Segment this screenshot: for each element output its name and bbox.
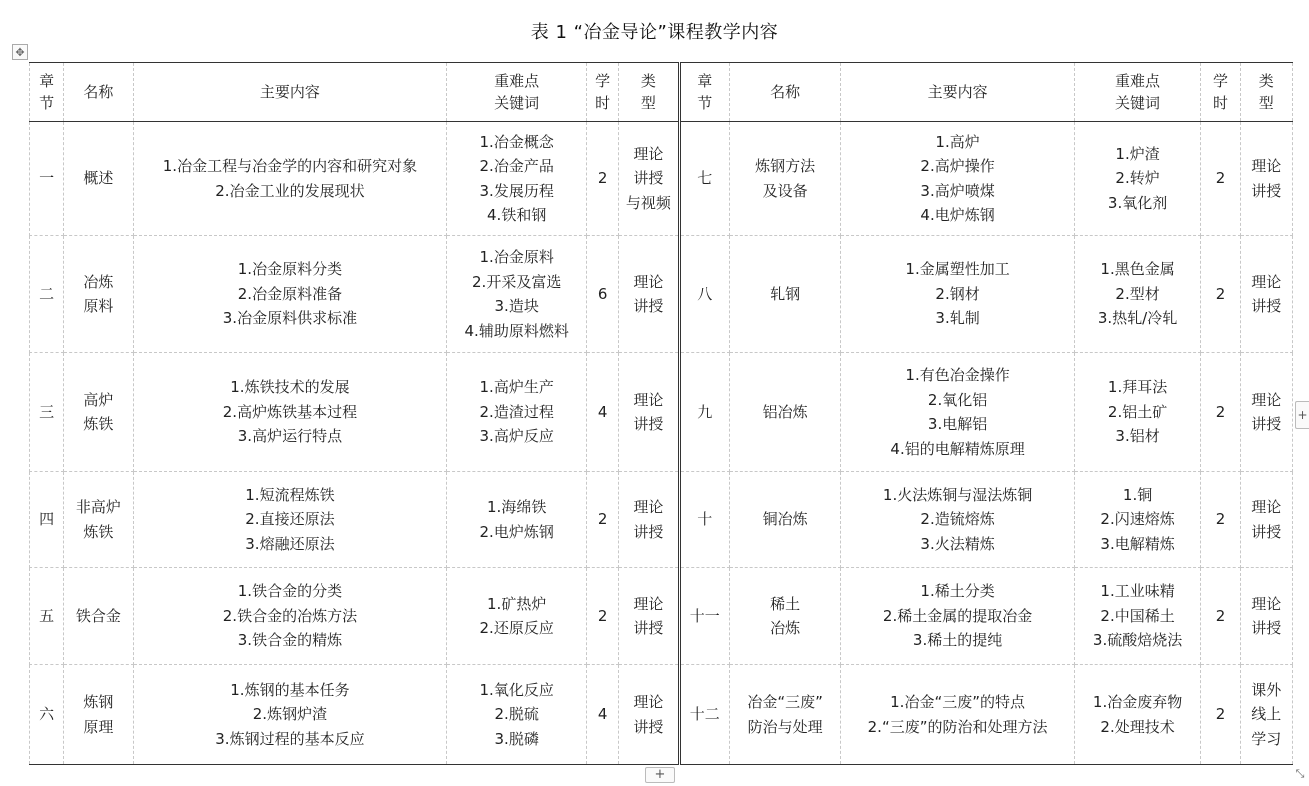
type-cell-right[interactable]: [1240, 353, 1292, 472]
cell-line: 2.稀土金属的提取冶金: [882, 606, 1033, 625]
cell-line: 3.稀土的提纯: [912, 631, 1003, 650]
cell-line: 线上: [1251, 705, 1282, 724]
cell-line: 与视频: [625, 193, 671, 212]
cell-line: 炼铁: [83, 415, 114, 433]
keywords-cell-left[interactable]: [447, 665, 587, 765]
header-hours-left[interactable]: [587, 63, 619, 122]
cell-line: 1.工业味精: [1100, 582, 1175, 601]
cell-line: 理论: [633, 594, 664, 613]
cell-line: 铁合金: [75, 606, 121, 625]
header-line: 节: [39, 94, 55, 112]
type-cell-left[interactable]: [619, 568, 679, 665]
cell-line: 2.钢材: [935, 284, 980, 303]
cell-line: 讲授: [633, 619, 664, 637]
chapter-cell-right[interactable]: 九: [679, 353, 729, 472]
cell-line: 讲授: [633, 717, 664, 736]
table-resize-icon[interactable]: ⤡: [1295, 767, 1305, 780]
cell-line: 1.拜耳法: [1107, 378, 1168, 397]
cell-line: 3.熔融还原法: [245, 534, 335, 553]
cell-line: 2.冶金产品: [479, 157, 554, 175]
keywords-cell-right[interactable]: [1074, 665, 1201, 765]
cell-line: 2.型材: [1115, 284, 1160, 303]
header-chapter-left[interactable]: [30, 63, 64, 122]
keywords-cell-right[interactable]: [1074, 568, 1201, 665]
cell-line: 2.氧化铝: [927, 390, 988, 409]
header-line: 类: [1258, 72, 1274, 90]
keywords-cell-left[interactable]: [447, 472, 587, 568]
keywords-cell-left[interactable]: [447, 122, 587, 236]
keywords-cell-left[interactable]: [447, 568, 587, 665]
header-hours-right[interactable]: [1201, 63, 1240, 122]
content-cell-right[interactable]: [841, 665, 1074, 765]
chapter-cell-left[interactable]: 二: [30, 236, 64, 353]
cell-line: 3.热轧/冷轧: [1097, 309, 1178, 328]
chapter-cell-right[interactable]: 八: [679, 236, 729, 353]
table-row: [30, 353, 1293, 472]
cell-line: 2.造锍熔炼: [920, 510, 995, 529]
type-cell-right[interactable]: [1240, 472, 1292, 568]
content-cell-right[interactable]: [841, 568, 1074, 665]
cell-line: 2.开采及富选: [472, 272, 562, 291]
add-column-button[interactable]: +: [1295, 401, 1309, 429]
header-line: 重难点: [1115, 72, 1161, 90]
cell-line: 理论: [1251, 594, 1282, 613]
cell-line: 1.高炉生产: [479, 378, 554, 397]
cell-line: 4.铝的电解精炼原理: [890, 439, 1025, 458]
cell-line: 1.铜: [1122, 485, 1153, 504]
cell-line: 3.造块: [494, 297, 539, 315]
name-cell-left[interactable]: [64, 568, 133, 665]
cell-line: 4.电炉炼钢: [920, 206, 995, 224]
header-line: 名称: [770, 83, 801, 101]
cell-line: 3.高炉喷煤: [920, 181, 995, 200]
cell-line: 4.辅助原料燃料: [464, 321, 569, 340]
table-header-row: [30, 63, 1293, 122]
cell-line: 冶炼: [83, 272, 114, 291]
cell-line: 理论: [633, 390, 664, 409]
cell-line: 1.冶金废弃物: [1092, 693, 1183, 711]
name-cell-right[interactable]: [729, 472, 841, 568]
cell-line: 3.脱磷: [494, 729, 539, 748]
cell-line: 理论: [1251, 272, 1282, 291]
content-cell-left[interactable]: [133, 472, 447, 568]
cell-line: 1.冶金工程与冶金学的内容和研究对象: [162, 157, 418, 175]
header-line: 重难点: [494, 72, 540, 90]
cell-line: 高炉: [83, 390, 114, 409]
cell-line: 讲授: [633, 415, 664, 433]
hours-cell-left[interactable]: 2: [587, 122, 619, 236]
name-cell-right[interactable]: [729, 122, 841, 236]
header-keywords-left[interactable]: [447, 63, 587, 122]
cell-line: 1.黑色金属: [1100, 260, 1175, 279]
header-keywords-right[interactable]: [1074, 63, 1201, 122]
cell-line: 2.中国稀土: [1100, 606, 1175, 625]
cell-line: 3.氧化剂: [1107, 193, 1168, 212]
type-cell-right[interactable]: [1240, 236, 1292, 353]
cell-line: 3.高炉反应: [479, 427, 554, 446]
cell-line: 原料: [83, 297, 114, 315]
table-row: [30, 665, 1293, 765]
content-cell-left[interactable]: [133, 236, 447, 353]
content-cell-right[interactable]: [841, 353, 1074, 472]
name-cell-right[interactable]: [729, 665, 841, 765]
cell-line: 理论: [633, 693, 664, 711]
cell-line: 讲授: [1251, 297, 1282, 315]
cell-line: 1.金属塑性加工: [905, 260, 1010, 279]
table-body: [30, 122, 1293, 765]
type-cell-left[interactable]: [619, 122, 679, 236]
header-line: 类: [640, 72, 656, 90]
header-line: 时: [595, 94, 611, 112]
cell-line: 炼铁: [83, 522, 114, 541]
cell-line: 3.铝材: [1115, 427, 1160, 446]
chapter-cell-right[interactable]: 十一: [679, 568, 729, 665]
header-line: 名称: [83, 83, 114, 101]
table-move-handle-icon[interactable]: ✥: [12, 44, 28, 60]
cell-line: 1.冶金原料分类: [237, 260, 343, 279]
chapter-cell-right[interactable]: 十: [679, 472, 729, 568]
cell-line: 炼钢: [83, 693, 114, 711]
cell-line: 炼钢方法: [755, 157, 816, 175]
table-row: [30, 472, 1293, 568]
chapter-cell-left[interactable]: 三: [30, 353, 64, 472]
content-cell-left[interactable]: [133, 568, 447, 665]
cell-line: 2.转炉: [1115, 169, 1160, 188]
keywords-cell-right[interactable]: [1074, 122, 1201, 236]
cell-line: 理论: [633, 144, 664, 163]
course-content-table: [29, 62, 1293, 765]
header-line: 型: [1258, 94, 1274, 112]
header-chapter-right[interactable]: [679, 63, 729, 122]
hours-cell-right[interactable]: 2: [1201, 236, 1240, 353]
header-name-left[interactable]: [64, 63, 133, 122]
keywords-cell-right[interactable]: [1074, 353, 1201, 472]
content-cell-right[interactable]: [841, 122, 1074, 236]
table-row: [30, 236, 1293, 353]
add-row-button[interactable]: +: [645, 767, 675, 783]
cell-line: 1.冶金“三废”的特点: [890, 693, 1025, 711]
keywords-cell-right[interactable]: [1074, 236, 1201, 353]
cell-line: 2.铁合金的冶炼方法: [222, 606, 358, 625]
name-cell-right[interactable]: [729, 568, 841, 665]
header-line: 主要内容: [927, 83, 988, 101]
hours-cell-left[interactable]: 6: [587, 236, 619, 353]
cell-line: 2.还原反应: [479, 619, 554, 637]
hours-cell-left[interactable]: 4: [587, 665, 619, 765]
cell-line: 2.炼钢炉渣: [252, 705, 328, 724]
cell-line: 课外: [1251, 680, 1282, 699]
cell-line: 1.短流程炼铁: [245, 485, 335, 504]
header-line: 章: [39, 72, 55, 90]
cell-line: 1.高炉: [935, 132, 980, 151]
cell-line: 原理: [83, 717, 114, 736]
cell-line: 理论: [633, 272, 664, 291]
cell-line: 3.高炉运行特点: [237, 427, 343, 446]
cell-line: 讲授: [1251, 522, 1282, 541]
hours-cell-left[interactable]: 2: [587, 472, 619, 568]
content-cell-left[interactable]: [133, 665, 447, 765]
name-cell-left[interactable]: 概述: [64, 122, 133, 236]
header-line: 型: [640, 94, 656, 112]
cell-line: 理论: [1251, 390, 1282, 409]
content-cell-right[interactable]: [841, 472, 1074, 568]
chapter-cell-left[interactable]: 五: [30, 568, 64, 665]
header-line: 学: [595, 72, 611, 90]
cell-line: 防治与处理: [747, 717, 823, 736]
header-content-right[interactable]: [841, 63, 1074, 122]
keywords-cell-left[interactable]: [447, 353, 587, 472]
name-cell-right[interactable]: [729, 236, 841, 353]
cell-line: 1.火法炼铜与湿法炼铜: [882, 485, 1033, 504]
cell-line: 讲授: [633, 169, 664, 188]
chapter-cell-right[interactable]: 七: [679, 122, 729, 236]
cell-line: 1.海绵铁: [487, 498, 547, 516]
hours-cell-right[interactable]: 2: [1201, 568, 1240, 665]
table-row: [30, 122, 1293, 236]
chapter-cell-right[interactable]: 十二: [679, 665, 729, 765]
cell-line: 4.铁和钢: [487, 206, 547, 224]
type-cell-right[interactable]: [1240, 665, 1292, 765]
hours-cell-right[interactable]: 2: [1201, 665, 1240, 765]
cell-line: 3.轧制: [935, 309, 980, 328]
hours-cell-left[interactable]: 4: [587, 353, 619, 472]
cell-line: 2.造渣过程: [479, 402, 554, 421]
cell-line: 讲授: [1251, 181, 1282, 200]
cell-line: 2.“三废”的防治和处理方法: [867, 717, 1048, 736]
name-cell-left[interactable]: [64, 665, 133, 765]
cell-line: 及设备: [762, 181, 808, 200]
cell-line: 冶金“三废”: [747, 693, 823, 711]
cell-line: 理论: [1251, 157, 1282, 175]
cell-line: 3.电解精炼: [1100, 534, 1175, 553]
cell-line: 1.炼铁技术的发展: [230, 378, 350, 397]
cell-line: 3.冶金原料供求标准: [222, 309, 358, 328]
name-cell-right[interactable]: [729, 353, 841, 472]
cell-line: 1.冶金概念: [479, 132, 554, 151]
chapter-cell-left[interactable]: 一: [30, 122, 64, 236]
cell-line: 1.铁合金的分类: [237, 582, 343, 601]
header-name-right[interactable]: [729, 63, 841, 122]
cell-line: 讲授: [1251, 415, 1282, 433]
type-cell-left[interactable]: [619, 236, 679, 353]
cell-line: 1.炉渣: [1115, 144, 1160, 163]
name-cell-left[interactable]: [64, 472, 133, 568]
keywords-cell-left[interactable]: [447, 236, 587, 353]
header-type-right[interactable]: [1240, 63, 1292, 122]
type-cell-left[interactable]: [619, 353, 679, 472]
cell-line: 稀土: [770, 594, 801, 613]
cell-line: 2.高炉操作: [920, 157, 995, 175]
hours-cell-right[interactable]: 2: [1201, 122, 1240, 236]
cell-line: 2.高炉炼铁基本过程: [222, 402, 358, 421]
name-cell-left[interactable]: [64, 236, 133, 353]
cell-line: 1.氧化反应: [479, 680, 554, 699]
cell-line: 学习: [1251, 729, 1282, 748]
content-cell-left[interactable]: [133, 122, 447, 236]
header-line: 章: [697, 72, 713, 90]
cell-line: 非高炉: [75, 498, 121, 516]
type-cell-right[interactable]: [1240, 568, 1292, 665]
cell-line: 1.稀土分类: [920, 582, 995, 601]
header-line: 主要内容: [259, 83, 320, 101]
cell-line: 2.闪速熔炼: [1100, 510, 1175, 529]
hours-cell-left[interactable]: 2: [587, 568, 619, 665]
cell-line: 3.火法精炼: [920, 534, 995, 553]
cell-line: 1.炼钢的基本任务: [230, 680, 350, 699]
cell-line: 3.电解铝: [927, 415, 988, 433]
cell-line: 1.矿热炉: [487, 594, 547, 613]
cell-line: 2.冶金工业的发展现状: [215, 181, 365, 200]
cell-line: 冶炼: [770, 619, 801, 637]
table-row: [30, 568, 1293, 665]
hours-cell-right[interactable]: 2: [1201, 353, 1240, 472]
cell-line: 2.处理技术: [1100, 717, 1175, 736]
header-content-left[interactable]: [133, 63, 447, 122]
cell-line: 2.脱硫: [494, 705, 539, 724]
cell-line: 铜冶炼: [762, 510, 808, 529]
cell-line: 2.冶金原料准备: [237, 284, 343, 303]
cell-line: 1.有色冶金操作: [905, 366, 1010, 384]
name-cell-left[interactable]: [64, 353, 133, 472]
header-line: 关键词: [1115, 94, 1161, 112]
content-cell-right[interactable]: [841, 236, 1074, 353]
chapter-cell-left[interactable]: 四: [30, 472, 64, 568]
type-cell-right[interactable]: [1240, 122, 1292, 236]
cell-line: 讲授: [1251, 619, 1282, 637]
cell-line: 讲授: [633, 297, 664, 315]
cell-line: 轧钢: [770, 284, 801, 303]
cell-line: 3.铁合金的精炼: [237, 631, 343, 650]
type-cell-left[interactable]: [619, 472, 679, 568]
cell-line: 2.电炉炼钢: [479, 522, 554, 541]
table-caption: 表 1 “冶金导论”课程教学内容: [530, 22, 779, 43]
content-cell-left[interactable]: [133, 353, 447, 472]
cell-line: 理论: [1251, 498, 1282, 516]
cell-line: 2.铝土矿: [1107, 402, 1168, 421]
cell-line: 2.直接还原法: [245, 510, 335, 529]
header-line: 关键词: [494, 94, 540, 112]
hours-cell-right[interactable]: 2: [1201, 472, 1240, 568]
course-table-container: [29, 62, 1293, 765]
header-line: 时: [1213, 94, 1229, 112]
cell-line: 铝冶炼: [762, 402, 808, 421]
cell-line: 3.硫酸焙烧法: [1092, 631, 1183, 650]
cell-line: 3.炼钢过程的基本反应: [215, 729, 365, 748]
cell-line: 1.冶金原料: [479, 248, 554, 266]
cell-line: 3.发展历程: [479, 181, 554, 200]
type-cell-left[interactable]: [619, 665, 679, 765]
cell-line: 理论: [633, 498, 664, 516]
header-type-left[interactable]: [619, 63, 679, 122]
keywords-cell-right[interactable]: [1074, 472, 1201, 568]
header-line: 节: [697, 94, 713, 112]
header-line: 学: [1213, 72, 1229, 90]
cell-line: 讲授: [633, 522, 664, 541]
chapter-cell-left[interactable]: 六: [30, 665, 64, 765]
